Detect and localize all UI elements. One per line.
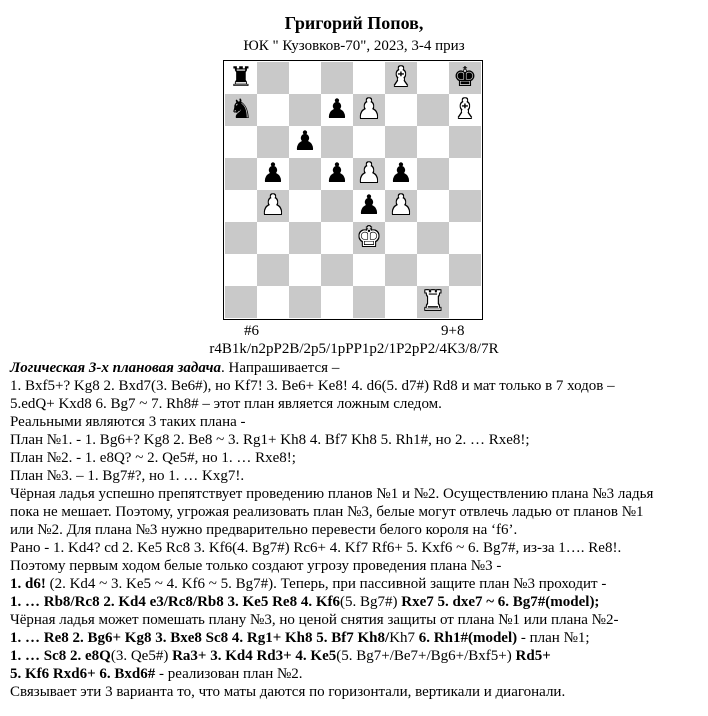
text-span: (5. Bg7#) xyxy=(339,594,402,610)
square-g7 xyxy=(417,94,449,126)
key-move: 1. d6! xyxy=(10,576,46,592)
square-h2 xyxy=(449,254,481,286)
white-pawn-icon: ♟ xyxy=(388,190,414,221)
black-pawn-icon: ♟ xyxy=(388,158,414,189)
stipulation: #6 xyxy=(244,323,259,339)
solution-text xyxy=(10,359,700,701)
square-f1 xyxy=(385,286,417,318)
square-c5 xyxy=(289,158,321,190)
square-g3 xyxy=(417,222,449,254)
variation-bold: 1. … Rb8/Rc8 2. Kd4 e3/Rc8/Rb8 3. Ke5 Re8 4. Kf6 xyxy=(10,594,340,610)
solution-line: План №3. – 1. Bg7#?, но 1. … Kxg7!. xyxy=(10,468,245,484)
square-e2 xyxy=(353,254,385,286)
square-d4 xyxy=(321,190,353,222)
solution-line: 5.edQ+ Kxd8 6. Bg7 ~ 7. Rh8# – этот план является ложным следом. xyxy=(10,396,442,412)
variation-bold: 1. … Re8 2. Bg6+ Kg8 3. Bxe8 Sc8 4. Rg1+ Kh8 5. Bf7 Kh8/ xyxy=(10,630,390,646)
square-b7 xyxy=(257,94,289,126)
square-h4 xyxy=(449,190,481,222)
square-a4 xyxy=(225,190,257,222)
square-g2 xyxy=(417,254,449,286)
white-pawn-icon: ♟ xyxy=(356,158,382,189)
square-e8 xyxy=(353,62,385,94)
solution-line: План №1. - 1. Bg6+? Kg8 2. Be8 ~ 3. Rg1+ Kh8 4. Bf7 Kh8 5. Rh1#, но 2. … Rxe8!; xyxy=(10,432,530,448)
text-span: - реализован план №2. xyxy=(155,666,303,682)
solution-line: 1. Bxf5+? Kg8 2. Bxd7(3. Be6#), но Kf7! 3. Be6+ Ke8! 4. d6(5. d7#) Rd8 и мат только в 7 ходов – xyxy=(10,378,615,394)
text-span: - план №1; xyxy=(517,630,590,646)
square-c3 xyxy=(289,222,321,254)
solution-line: пока не мешает. Поэтому, угрожая реализовать план №3, белые могут отвлечь ладью от планов №1 xyxy=(10,504,644,520)
solution-line: Рано - 1. Kd4? cd 2. Ke5 Rc8 3. Kf6(4. Bg7#) Rc6+ 4. Kf7 Rf6+ 5. Kxf6 ~ 6. Bg7#, из-за 1…. Re8!. xyxy=(10,540,622,556)
square-b1 xyxy=(257,286,289,318)
square-c4 xyxy=(289,190,321,222)
square-d3 xyxy=(321,222,353,254)
square-a2 xyxy=(225,254,257,286)
piece-count: 9+8 xyxy=(441,323,465,339)
solution-line: План №2. - 1. e8Q? ~ 2. Qe5#, но 1. … Rxe8!; xyxy=(10,450,296,466)
square-f3 xyxy=(385,222,417,254)
square-b2 xyxy=(257,254,289,286)
solution-line: или №2. Для плана №3 нужно предварительно перевести белого короля на ‘f6’. xyxy=(10,522,518,538)
solution-line xyxy=(10,359,700,377)
chess-board xyxy=(223,60,483,320)
square-h3 xyxy=(449,222,481,254)
square-e1 xyxy=(353,286,385,318)
square-a6 xyxy=(225,126,257,158)
solution-line xyxy=(10,665,700,683)
square-f7 xyxy=(385,94,417,126)
square-d2 xyxy=(321,254,353,286)
square-d8 xyxy=(321,62,353,94)
square-b6 xyxy=(257,126,289,158)
square-g5 xyxy=(417,158,449,190)
solution-line: Поэтому первым ходом белые только создают угрозу проведения плана №3 - xyxy=(10,558,502,574)
square-a1 xyxy=(225,286,257,318)
text-span: Kh7 xyxy=(389,630,416,646)
black-pawn-icon: ♟ xyxy=(324,94,350,125)
square-c7 xyxy=(289,94,321,126)
variation-bold: Ra3+ 3. Kd4 Rd3+ 4. Ke5 xyxy=(172,648,337,664)
solution-line: Чёрная ладья может помешать плану №3, но ценой снятия защиты от плана №1 или плана №2- xyxy=(10,612,619,628)
square-f2 xyxy=(385,254,417,286)
solution-line: Реальными являются 3 таких плана - xyxy=(10,414,246,430)
black-pawn-icon: ♟ xyxy=(260,158,286,189)
source-line: ЮК " Кузовков-70", 2023, 3-4 приз xyxy=(243,38,465,54)
square-a3 xyxy=(225,222,257,254)
solution-line xyxy=(10,593,700,611)
author-name: Григорий Попов, xyxy=(284,13,424,33)
square-h6 xyxy=(449,126,481,158)
black-pawn-icon: ♟ xyxy=(324,158,350,189)
text-span: . Напрашивается – xyxy=(221,360,340,376)
text-span: (2. Kd4 ~ 3. Ke5 ~ 4. Kf6 ~ 5. Bg7#). Теперь, при пассивной защите план №3 проходит - xyxy=(45,576,607,592)
square-b8 xyxy=(257,62,289,94)
white-pawn-icon: ♟ xyxy=(356,94,382,125)
solution-line: Чёрная ладья успешно препятствует проведению планов №1 и №2. Осуществлению плана №3 ладья xyxy=(10,486,654,502)
text-span: (3. Qe5#) xyxy=(110,648,173,664)
black-pawn-icon: ♟ xyxy=(292,126,318,157)
square-h1 xyxy=(449,286,481,318)
variation-bold: 1. … Sc8 2. e8Q xyxy=(10,648,111,664)
white-king-icon: ♚ xyxy=(356,222,382,253)
problem-type-label: Логическая 3-х плановая задача xyxy=(10,360,222,376)
square-g4 xyxy=(417,190,449,222)
black-pawn-icon: ♟ xyxy=(356,190,382,221)
black-rook-icon: ♜ xyxy=(228,62,254,93)
white-rook-icon: ♜ xyxy=(420,286,446,317)
variation-bold: 5. Kf6 Rxd6+ 6. Bxd6# xyxy=(10,666,156,682)
square-b3 xyxy=(257,222,289,254)
square-g8 xyxy=(417,62,449,94)
variation-bold: Rd5+ xyxy=(515,648,551,664)
square-g6 xyxy=(417,126,449,158)
black-king-icon: ♚ xyxy=(452,62,478,93)
solution-line xyxy=(10,575,700,593)
solution-line xyxy=(10,629,700,647)
square-e6 xyxy=(353,126,385,158)
text-span: (5. Bg7+/Be7+/Bg6+/Bxf5+) xyxy=(336,648,516,664)
square-a5 xyxy=(225,158,257,190)
white-bishop-icon: ♝ xyxy=(388,62,414,93)
solution-line: Связывает эти 3 варианта то, что маты даются по горизонтали, вертикали и диагонали. xyxy=(10,684,566,700)
square-f6 xyxy=(385,126,417,158)
square-c8 xyxy=(289,62,321,94)
variation-bold: 6. Rh1#(model) xyxy=(415,630,518,646)
variation-bold: Rxe7 5. dxe7 ~ 6. Bg7#(model); xyxy=(401,594,600,610)
square-c1 xyxy=(289,286,321,318)
square-h5 xyxy=(449,158,481,190)
square-c2 xyxy=(289,254,321,286)
fen-notation: r4B1k/n2pP2B/2p5/1pPP1p2/1P2pP2/4K3/8/7R xyxy=(209,341,499,357)
white-bishop-icon: ♝ xyxy=(452,94,478,125)
square-d1 xyxy=(321,286,353,318)
solution-line xyxy=(10,647,700,665)
square-d6 xyxy=(321,126,353,158)
white-pawn-icon: ♟ xyxy=(260,190,286,221)
black-knight-icon: ♞ xyxy=(228,94,254,125)
